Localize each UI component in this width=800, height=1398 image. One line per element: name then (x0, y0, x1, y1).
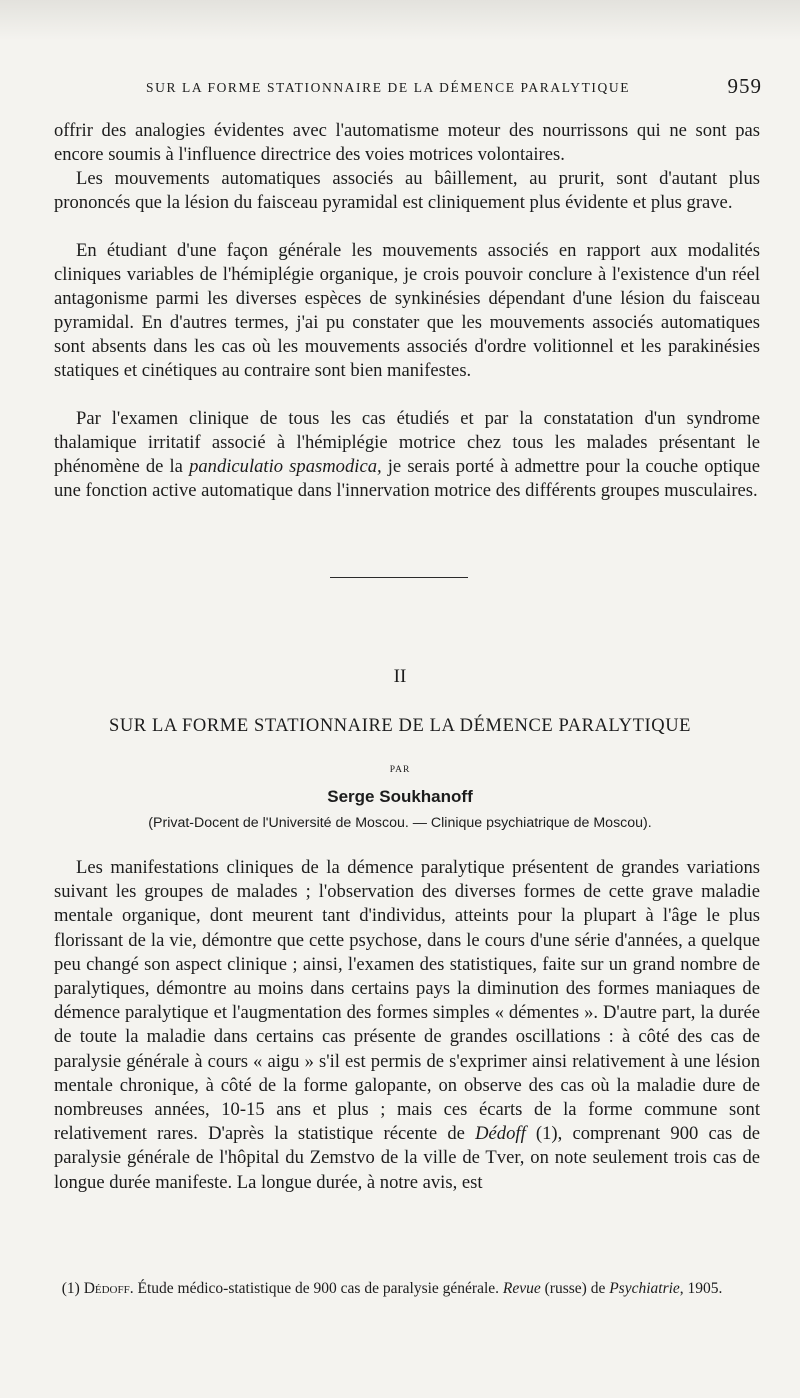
footnote-journal: Revue (502, 1280, 541, 1297)
footnote-text (54, 1278, 760, 1299)
paragraph-5-after: (1), comprenant 900 cas de paralysie générale de l'hôpital du Zemstvo de la ville de Tver, on note seulement trois cas de longue durée manifeste. La longue durée, à notre avis, est (54, 1123, 760, 1193)
running-head-title: SUR LA FORME STATIONNAIRE DE LA DÉMENCE PARALYTIQUE (146, 80, 631, 95)
running-head (54, 74, 762, 104)
paragraph-4-before: Par l'examen clinique de tous les cas étudiés et par la constatation d'un syndrome thalamique irritatif associé à l'hémiplégie motrice chez tous les malades présentant le phénomène de la (54, 408, 760, 477)
section-divider (330, 577, 468, 578)
paragraph-5 (54, 856, 760, 1195)
cited-author: Dédoff (475, 1123, 526, 1145)
scan-shadow (0, 0, 800, 40)
footnote-author: Dédoff. (83, 1280, 134, 1297)
article-author: Serge Soukhanoff (327, 787, 473, 806)
article-title: SUR LA FORME STATIONNAIRE DE LA DÉMENCE PARALYTIQUE (108, 716, 692, 736)
author-affiliation: (Privat-Docent de l'Université de Moscou. — Clinique psychiatrique de Moscou). (148, 815, 652, 831)
footnote-title: Étude médico-statistique de 900 cas de paralysie générale. (133, 1280, 503, 1297)
paragraph-text: offrir des analogies évidentes avec l'automatisme moteur des nourrissons qui ne sont pas encore soumis à l'influence directrice des voies motrices volontaires. (54, 120, 760, 165)
paragraph-text (54, 856, 760, 1195)
paragraph-3 (54, 239, 760, 383)
footnote-year: , 1905. (679, 1280, 723, 1297)
paragraph-5-before: Les manifestations cliniques de la démence paralytique présentent de grandes variations suivant les groupes de malades ; l'observation des diverses formes de cette grave maladie mentale organique, dont meurent tant d'individus, atteints pour la plupart à l'âge le plus florissant de la vie, démontre que cette psychose, dans le cours d'une série d'années, a quelque peu changé son aspect clinique ; ainsi, l'examen des statistiques, faite sur un grand nombre de paralytiques, démontre au moins dans certains pays la diminution des formes maniaques de démence paralytique et l'augmentation des formes simples « démentes ». D'autre part, la durée de toute la maladie dans certains cas présente de grandes oscillations : à côté des cas de paralysie générale à cours « aigu » s'il est permis de s'exprimer ainsi relativement à une lésion mentale chronique, à côté de la forme galopante, on observe des cas où la maladie dure de nombreuses années, 10-15 ans et plus ; mais ces écarts de la forme commune sont relativement rares. D'après la statistique récente de (54, 857, 760, 1145)
paragraph-1 (54, 119, 760, 167)
footnote (54, 1278, 760, 1299)
paragraph-text (54, 407, 760, 503)
paragraph-text: Les mouvements automatiques associés au bâillement, au prurit, sont d'autant plus prononcés que la lésion du faisceau pyramidal est cliniquement plus évidente et plus grave. (54, 168, 760, 213)
footnote-journal-lang: (russe) de (540, 1280, 610, 1297)
paragraph-2 (54, 167, 760, 215)
paragraph-4-after: je serais porté à admettre pour la couche optique une fonction active automatique dans l'innervation motrice des différents groupes musculaires. (54, 456, 760, 501)
latin-term: pandiculatio spasmodica, (189, 456, 382, 477)
byline-par: PAR (389, 765, 411, 775)
footnote-marker: (1) (61, 1280, 80, 1297)
paragraph-text: En étudiant d'une façon générale les mouvements associés en rapport aux modalités cliniques variables de l'hémiplégie organique, je crois pouvoir conclure à l'existence d'un réel antagonisme parmi les diverses espèces de synkinésies dépendant d'une lésion du faisceau pyramidal. En d'autres termes, j'ai pu constater que les mouvements associés automatiques sont absents dans les cas où les mouvements associés d'ordre volitionnel et les parakinésies statiques et cinétiques au contraire sont bien manifestes. (54, 240, 760, 381)
page-number: 959 (727, 74, 762, 98)
footnote-journal-2: Psychiatrie (609, 1280, 680, 1297)
paragraph-4 (54, 407, 760, 503)
article-numeral: II (393, 666, 407, 687)
